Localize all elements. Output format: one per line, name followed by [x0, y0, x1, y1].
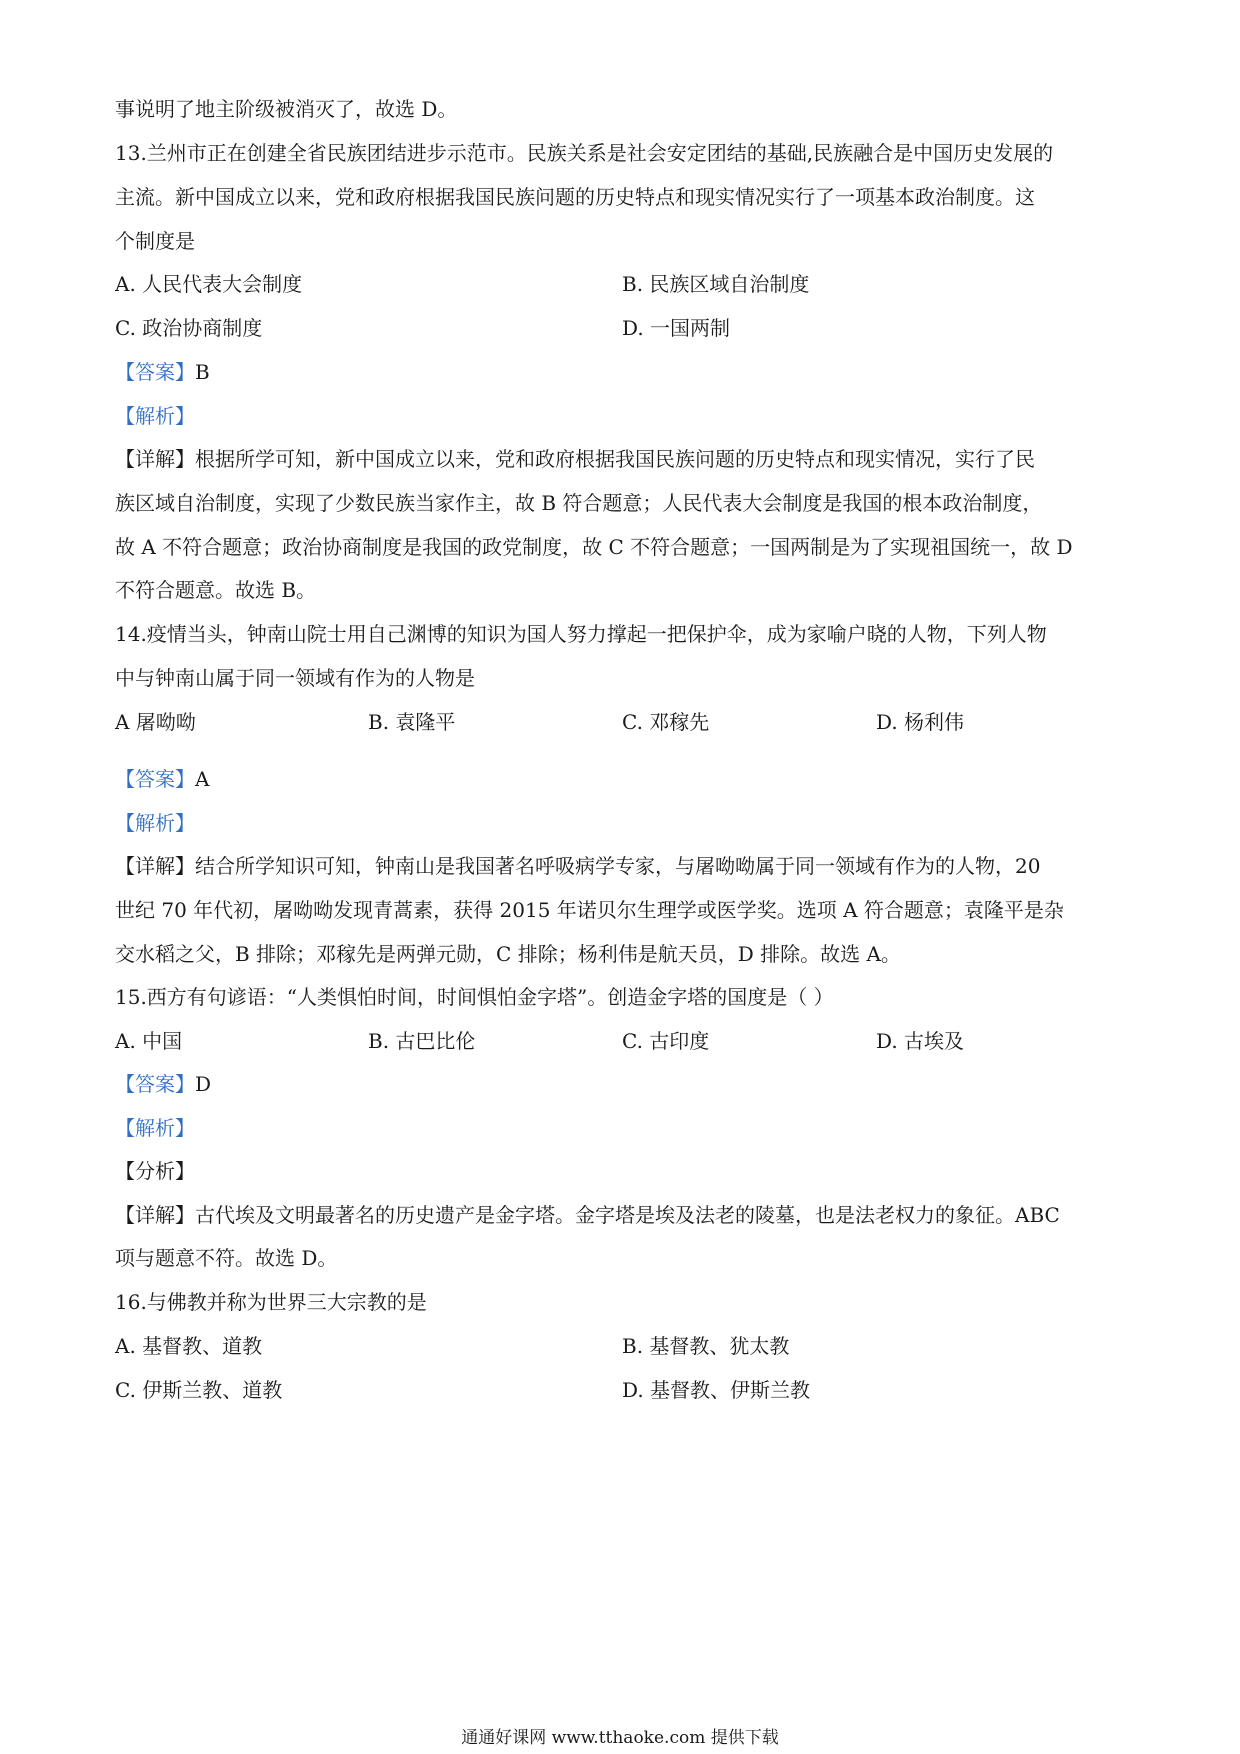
q14-option-d: D. 杨利伟: [876, 710, 965, 734]
q13-stem-line1: 13.兰州市正在创建全省民族团结进步示范市。民族关系是社会安定团结的基础,民族融合是中国历史发展的: [115, 141, 1054, 165]
q14-detail-line3: 交水稻之父，B 排除；邓稼先是两弹元勋，C 排除；杨利伟是航天员，D 排除。故选 A。: [115, 942, 901, 966]
detail-tag: 【详解】: [115, 1203, 195, 1227]
q13-detail-line4: 不符合题意。故选 B。: [115, 578, 317, 602]
q16-option-a: A. 基督教、道教: [115, 1334, 263, 1358]
q14-answer: [115, 767, 209, 791]
page-footer: 通通好课网 www.tthaoke.com 提供下载: [461, 1728, 779, 1748]
q16-stem-line1: 16.与佛教并称为世界三大宗教的是: [115, 1290, 427, 1314]
detail-tag: 【详解】: [115, 854, 195, 878]
q13-option-b: B. 民族区域自治制度: [622, 272, 810, 296]
q13-option-a: A. 人民代表大会制度: [115, 272, 303, 296]
q14-stem-line2: 中与钟南山属于同一领域有作为的人物是: [115, 666, 475, 690]
q15-option-b: B. 古巴比伦: [368, 1029, 476, 1053]
detail-tag: 【详解】: [115, 447, 195, 471]
answer-value: A: [195, 767, 210, 791]
q15-option-c: C. 古印度: [622, 1029, 710, 1053]
q15-option-a: A. 中国: [115, 1029, 183, 1053]
q13-option-d: D. 一国两制: [622, 316, 731, 340]
answer-tag: 【答案】: [115, 767, 195, 791]
q13-detail-line1: 【详解】根据所学可知，新中国成立以来，党和政府根据我国民族问题的历史特点和现实情况，实行了民: [115, 447, 1035, 471]
q15-detail-line1: 【详解】古代埃及文明最著名的历史遗产是金字塔。金字塔是埃及法老的陵墓，也是法老权力的象征。ABC: [115, 1203, 1060, 1227]
q15-fenxi-tag: 【分析】: [115, 1159, 195, 1183]
q13-analysis-tag: 【解析】: [115, 404, 195, 428]
q14-detail-line2: 世纪 70 年代初，屠呦呦发现青蒿素，获得 2015 年诺贝尔生理学或医学奖。选项 A 符合题意；袁隆平是杂: [115, 898, 1064, 922]
q15-detail-line2: 项与题意不符。故选 D。: [115, 1246, 338, 1270]
q13-stem-line3: 个制度是: [115, 229, 195, 253]
q16-option-c: C. 伊斯兰教、道教: [115, 1378, 283, 1402]
q15-analysis-tag: 【解析】: [115, 1116, 195, 1140]
q13-detail-line3: 故 A 不符合题意；政治协商制度是我国的政党制度，故 C 不符合题意；一国两制是为了实现祖国统一，故 D: [115, 535, 1073, 559]
q14-analysis-tag: 【解析】: [115, 811, 195, 835]
q13-answer: [115, 360, 210, 384]
q16-option-b: B. 基督教、犹太教: [622, 1334, 790, 1358]
answer-tag: 【答案】: [115, 1072, 195, 1096]
q15-answer: [115, 1072, 211, 1096]
q14-option-b: B. 袁隆平: [368, 710, 456, 734]
q13-detail-line2: 族区域自治制度，实现了少数民族当家作主，故 B 符合题意；人民代表大会制度是我国的根本政治制度，: [115, 491, 1043, 515]
q13-option-c: C. 政治协商制度: [115, 316, 263, 340]
q13-stem-line2: 主流。新中国成立以来，党和政府根据我国民族问题的历史特点和现实情况实行了一项基本政治制度。这: [115, 185, 1035, 209]
q14-detail-line1: 【详解】结合所学知识可知，钟南山是我国著名呼吸病学专家，与屠呦呦属于同一领域有作为的人物，20: [115, 854, 1041, 878]
q14-option-c: C. 邓稼先: [622, 710, 710, 734]
answer-value: B: [195, 360, 210, 384]
q16-option-d: D. 基督教、伊斯兰教: [622, 1378, 811, 1402]
q15-option-d: D. 古埃及: [876, 1029, 965, 1053]
answer-tag: 【答案】: [115, 360, 195, 384]
q15-stem-line1: 15.西方有句谚语：“人类惧怕时间，时间惧怕金字塔”。创造金字塔的国度是（ ）: [115, 985, 834, 1009]
answer-value: D: [195, 1072, 212, 1096]
q14-option-a: A 屠呦呦: [115, 710, 196, 734]
prev-answer-tail: 事说明了地主阶级被消灭了，故选 D。: [115, 97, 458, 121]
q14-stem-line1: 14.疫情当头，钟南山院士用自己渊博的知识为国人努力撑起一把保护伞，成为家喻户晓的人物，下列人物: [115, 622, 1047, 646]
